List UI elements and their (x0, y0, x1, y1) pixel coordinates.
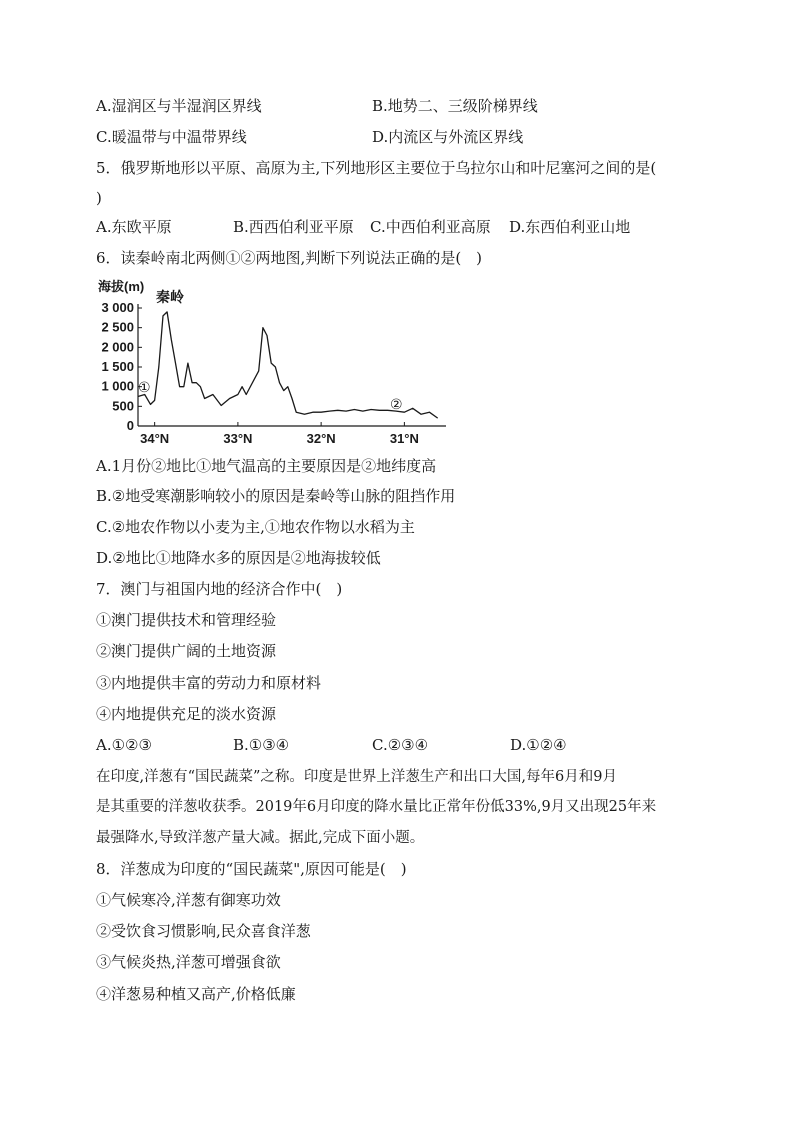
q8-stem: 8．洋葱成为印度的“国民蔬菜",原因可能是( ) (96, 860, 407, 878)
q8-item-2: ②受饮食习惯影响,民众喜食洋葱 (96, 922, 311, 940)
point-label-1: ① (138, 379, 151, 395)
chart-mountain-label: 秦岭 (156, 289, 184, 305)
q4-option-d: D.内流区与外流区界线 (372, 128, 524, 146)
passage-line-1: 在印度,洋葱有“国民蔬菜”之称。印度是世界上洋葱生产和出口大国,每年6月和9月 (96, 769, 617, 785)
q6-option-b: B.②地受寒潮影响较小的原因是秦岭等山脉的阻挡作用 (96, 487, 456, 505)
elevation-profile-chart (94, 274, 454, 450)
q8-item-4: ④洋葱易种植又高产,价格低廉 (96, 985, 296, 1003)
x-tick-label: 32°N (306, 431, 336, 446)
q7-stem: 7．澳门与祖国内地的经济合作中( ) (96, 580, 343, 598)
q6-option-a: A.1月份②地比①地气温高的主要原因是②地纬度高 (96, 457, 437, 475)
passage-line-2: 是其重要的洋葱收获季。2019年6月印度的降水量比正常年份低33%,9月又出现25年来 (96, 799, 657, 815)
chart-ylabel: 海拔(m) (98, 279, 145, 294)
q8-item-1: ①气候寒冷,洋葱有御寒功效 (96, 891, 281, 909)
q7-option-d: D.①②④ (510, 736, 567, 754)
y-tick-label: 2 500 (101, 319, 134, 335)
q7-item-3: ③内地提供丰富的劳动力和原材料 (96, 674, 322, 692)
q6-option-c: C.②地农作物以小麦为主,①地农作物以水稻为主 (96, 518, 415, 536)
q7-option-c: C.②③④ (372, 736, 429, 754)
q5-option-b: B.西西伯利亚平原 (233, 218, 354, 236)
y-tick-label: 3 000 (101, 300, 134, 315)
q4-option-c: C.暖温带与中温带界线 (96, 128, 247, 146)
q5-stem: 5．俄罗斯地形以平原、高原为主,下列地形区主要位于乌拉尔山和叶尼塞河之间的是( (96, 159, 657, 177)
y-tick-label: 0 (126, 418, 134, 433)
q8-item-3: ③气候炎热,洋葱可增强食欲 (96, 953, 281, 971)
x-tick-label: 31°N (389, 431, 419, 446)
y-tick-label: 2 000 (101, 339, 134, 355)
q5-option-d: D.东西伯利亚山地 (509, 218, 631, 236)
y-tick-label: 1 000 (101, 378, 134, 394)
q5-option-a: A.东欧平原 (96, 218, 172, 236)
q7-item-2: ②澳门提供广阔的土地资源 (96, 642, 277, 660)
passage-line-3: 最强降水,导致洋葱产量大减。据此,完成下面小题。 (96, 830, 425, 846)
q5-stem-cont: ) (96, 189, 102, 207)
y-tick-label: 1 500 (101, 359, 134, 374)
x-tick-label: 33°N (223, 431, 253, 446)
q7-option-a: A.①②③ (96, 736, 152, 754)
q7-item-1: ①澳门提供技术和管理经验 (96, 611, 277, 629)
q7-option-b: B.①③④ (233, 736, 290, 754)
y-tick-label: 500 (112, 398, 134, 414)
q6-stem: 6．读秦岭南北两侧①②两地图,判断下列说法正确的是( ) (96, 249, 483, 267)
q4-option-a: A.湿润区与半湿润区界线 (96, 97, 262, 115)
q6-option-d: D.②地比①地降水多的原因是②地海拔较低 (96, 549, 381, 567)
point-label-2: ② (390, 396, 403, 412)
x-tick-label: 34°N (140, 431, 170, 446)
q7-item-4: ④内地提供充足的淡水资源 (96, 705, 277, 723)
q4-option-b: B.地势二、三级阶梯界线 (372, 97, 538, 115)
q5-option-c: C.中西伯利亚高原 (370, 218, 491, 236)
